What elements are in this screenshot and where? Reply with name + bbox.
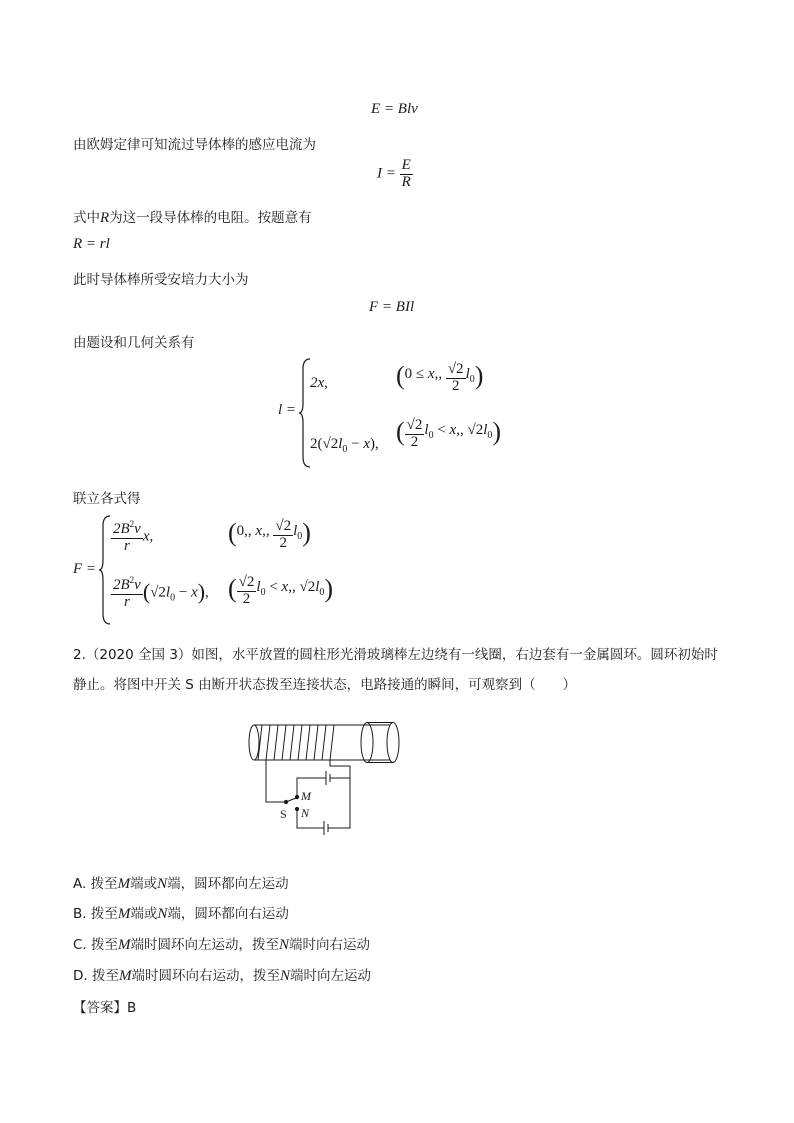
option-c[interactable] <box>73 933 370 954</box>
text-resistance-post: 为这一段导体棒的电阻。按题意有 <box>109 210 312 226</box>
piecewise-F-case2-cond: ( $\frac{√2}{2}$ $l_0 < x$,, $√2l_0$) <box>228 574 334 608</box>
piecewise-l-case2-cond: ( $\frac{√2}{2}$ $l_0 < x$,, $√2l_0$) <box>396 417 502 451</box>
option-b-letter: B. <box>73 906 87 922</box>
option-d-var2: N <box>279 968 290 984</box>
option-c-var1: M <box>118 937 131 953</box>
option-c-pre: 拨至 <box>91 937 119 953</box>
piecewise-F-case2-expr: $\frac{2B^2v}{r}$ $(√2l_0 - x)$, <box>113 575 209 610</box>
label-M: M <box>301 789 311 803</box>
option-d-var1: M <box>118 968 132 984</box>
option-a-var1: M <box>117 876 131 892</box>
text-combine: 联立各式得 <box>73 491 141 507</box>
equation-emf: E = Blv <box>371 101 418 117</box>
current-denominator: R <box>401 173 411 190</box>
current-fraction <box>400 158 413 191</box>
option-b-post: 端，圆环都向右运动 <box>167 906 289 922</box>
option-d-mid: 端时圆环向右运动，拨至 <box>131 968 280 984</box>
option-b[interactable] <box>73 902 289 923</box>
equation-current <box>377 158 413 191</box>
option-b-mid: 端或 <box>130 906 158 922</box>
option-c-post: 端时向右运动 <box>289 937 371 953</box>
piecewise-l-case2-expr: $2(√2l_0 - x)$, <box>310 436 379 455</box>
option-c-var2: N <box>279 937 290 953</box>
text-geometry: 由题设和几何关系有 <box>73 335 195 351</box>
brace-F <box>98 514 112 626</box>
option-a-pre: 拨至 <box>90 876 118 892</box>
option-d-pre: 拨至 <box>91 968 119 984</box>
text-resistance-desc <box>73 206 312 227</box>
option-a-post: 端，圆环都向左运动 <box>167 876 289 892</box>
text-ohm-law: 由欧姆定律可知流过导体棒的感应电流为 <box>73 137 316 153</box>
option-d-letter: D. <box>73 968 88 984</box>
label-N: N <box>301 806 310 820</box>
current-lhs: I = <box>377 165 396 182</box>
answer: 【答案】B <box>73 1000 137 1016</box>
equation-force: F = BIl <box>369 299 415 315</box>
option-d-post: 端时向左运动 <box>290 968 371 984</box>
option-a-var2: N <box>157 876 168 892</box>
option-c-letter: C. <box>73 937 87 953</box>
equation-resistance: R = rl <box>73 236 110 252</box>
piecewise-l <box>278 357 538 469</box>
text-resistance-pre: 式中 <box>73 210 100 226</box>
current-numerator: E <box>401 157 411 173</box>
option-a-mid: 端或 <box>130 876 158 892</box>
circuit-figure <box>240 710 420 840</box>
option-b-var1: M <box>117 906 131 922</box>
option-b-var2: N <box>157 906 168 922</box>
question-line-1: 2.（2020 全国 3）如图，水平放置的圆柱形光滑玻璃棒左边绕有一线圈，右边套有一金属圆环。圆环初始时 <box>73 647 718 663</box>
label-switch-S: S <box>280 807 287 821</box>
piecewise-F-lhs: F = <box>73 561 97 577</box>
option-d[interactable] <box>73 964 371 985</box>
var-R: R <box>100 210 110 226</box>
piecewise-F-case1-cond: (0,, x,, $\frac{√2}{2}$ $l_0$) <box>228 518 311 552</box>
option-a-letter: A. <box>73 876 87 892</box>
piecewise-l-lhs: l = <box>278 402 297 418</box>
option-b-pre: 拨至 <box>90 906 118 922</box>
piecewise-F <box>73 514 373 626</box>
text-ampere-force: 此时导体棒所受安培力大小为 <box>73 272 249 288</box>
piecewise-F-case1-expr: $\frac{2B^2v}{r}$ x, <box>113 519 154 554</box>
option-c-mid: 端时圆环向左运动，拨至 <box>130 937 280 953</box>
option-a[interactable] <box>73 872 289 893</box>
piecewise-l-case1-cond: (0 ≤ x,, $\frac{√2}{2}$ $l_0$) <box>396 361 484 395</box>
question-line-2: 静止。将图中开关 S 由断开状态拨至连接状态，电路接通的瞬间，可观察到（ ） <box>73 677 577 693</box>
piecewise-l-case1-expr: 2x, <box>310 375 328 391</box>
